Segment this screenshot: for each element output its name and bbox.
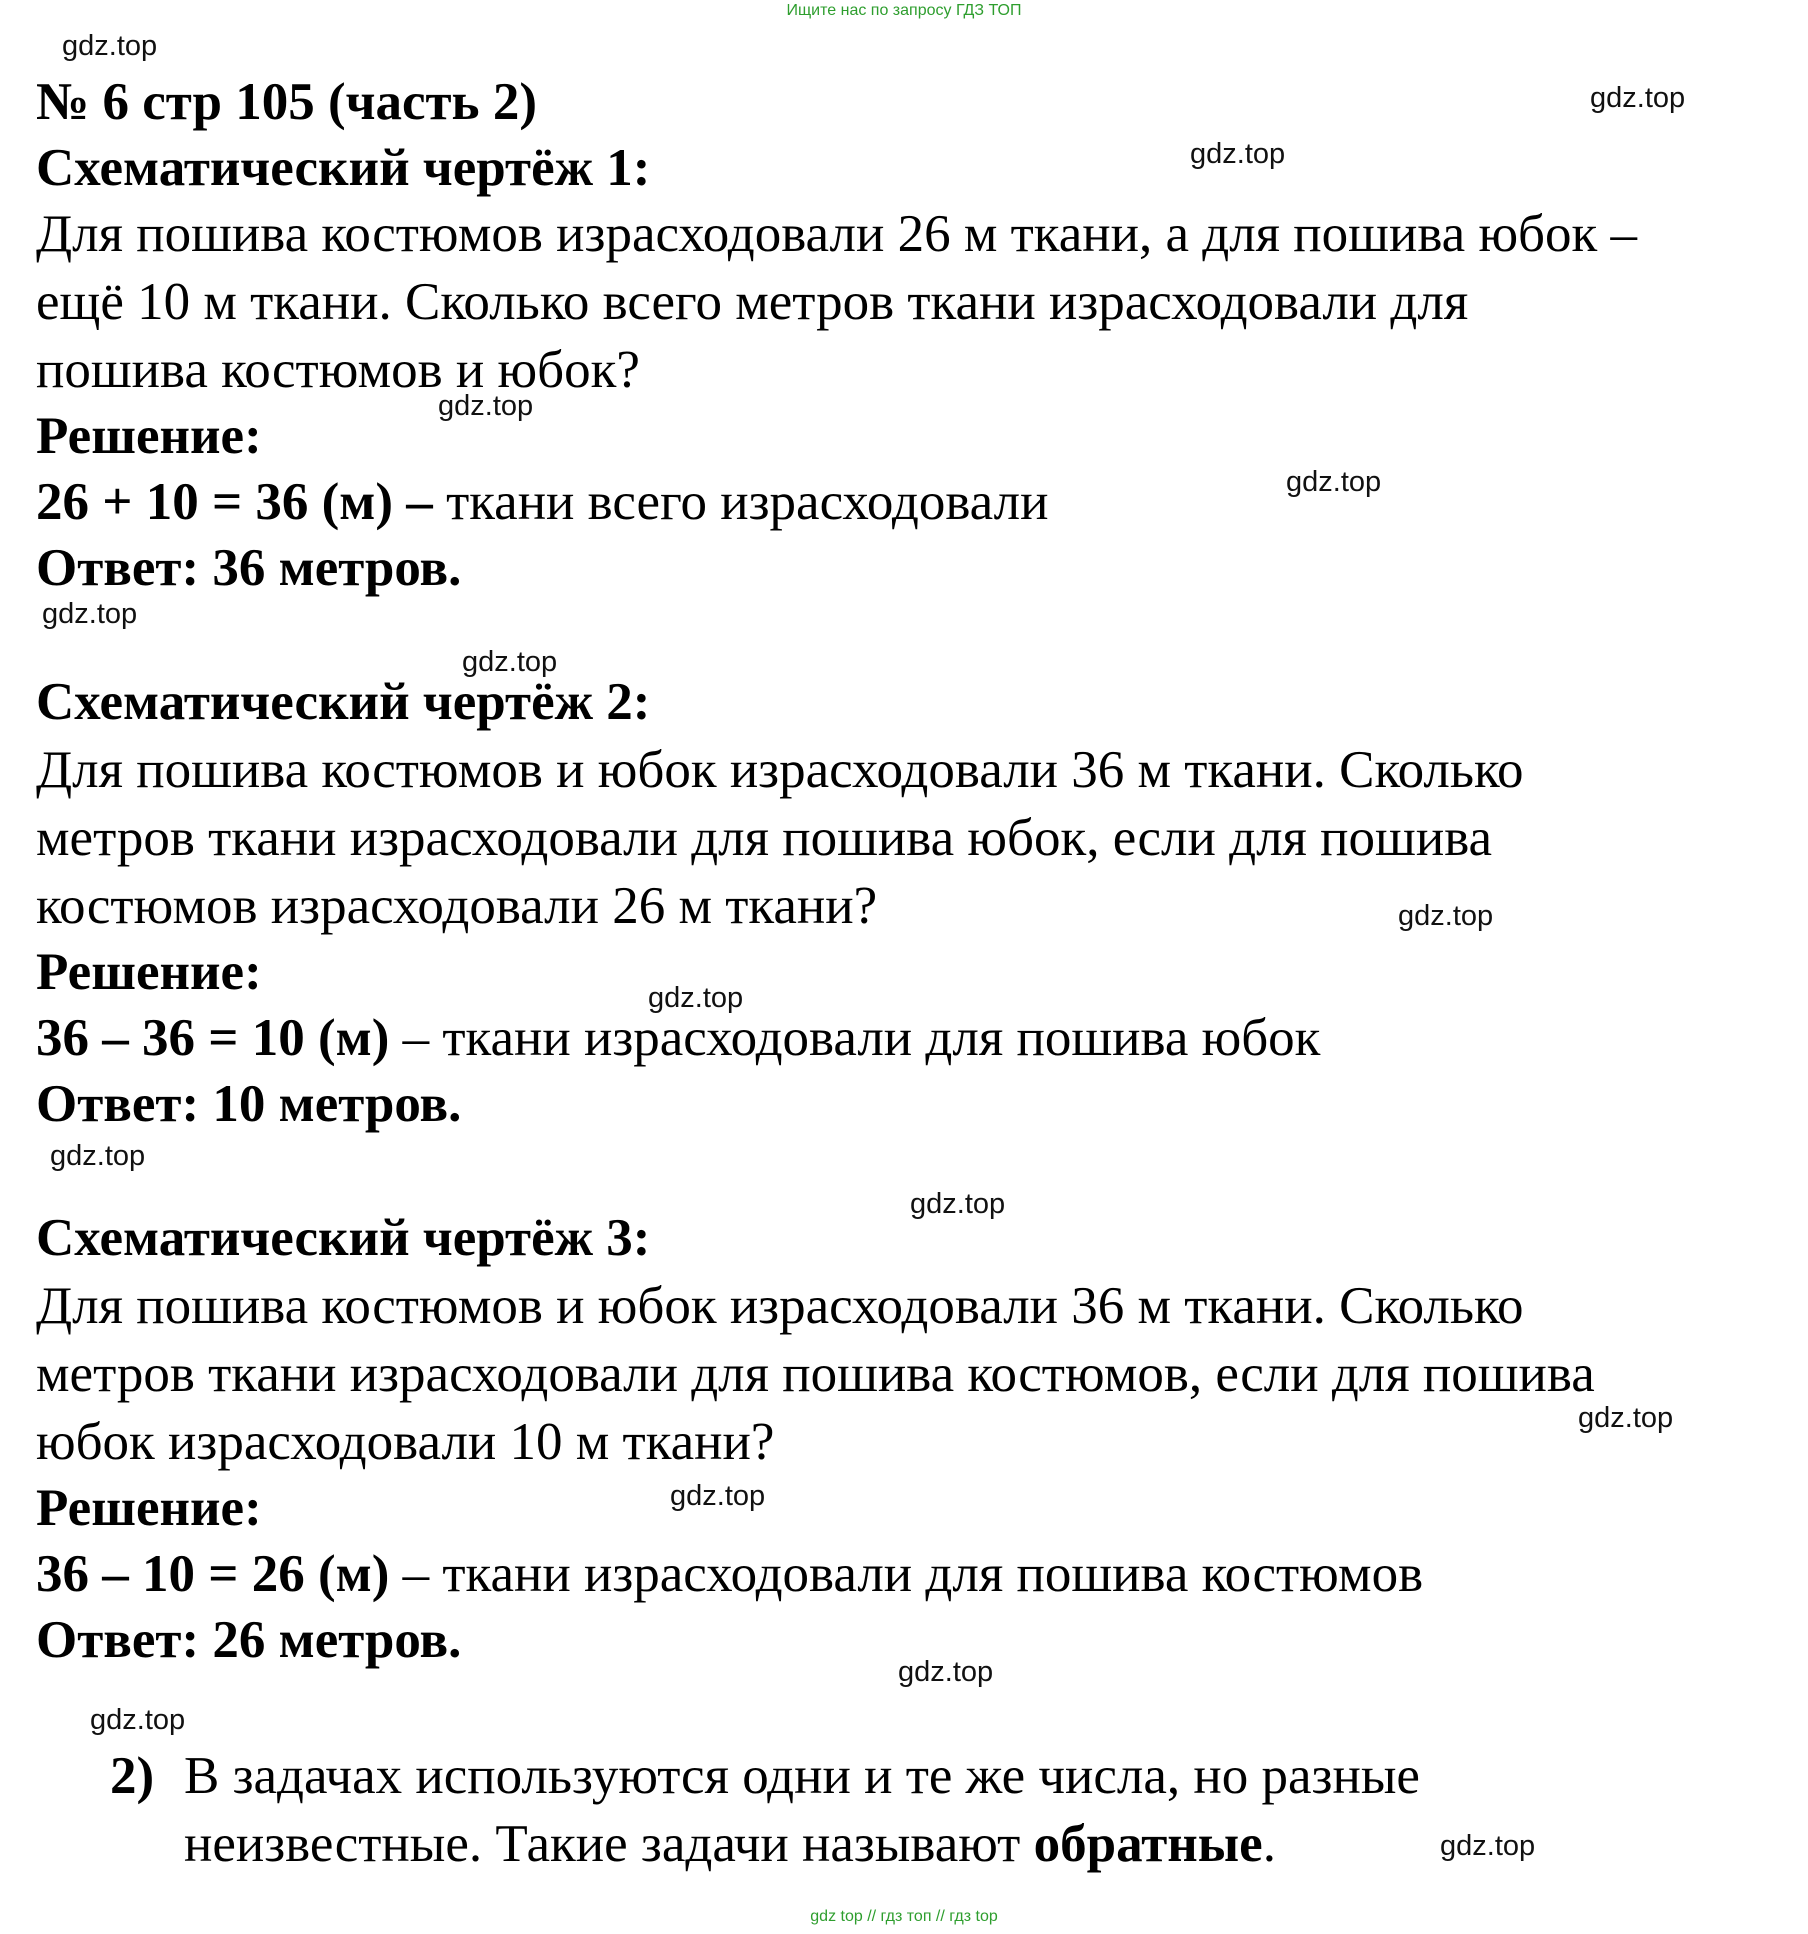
watermark: gdz.top [1578, 1402, 1674, 1434]
watermark: gdz.top [1590, 82, 1686, 114]
solution-label: Решение: [36, 407, 262, 465]
answer: Ответ: 36 метров. [36, 539, 462, 597]
solution-note: – ткани израсходовали для пошива костюмов [389, 1545, 1424, 1603]
section-heading: Схематический чертёж 2: [36, 673, 651, 731]
conclusion-prefix: неизвестные. Такие задачи называют [184, 1815, 1034, 1873]
watermark: gdz.top [910, 1188, 1006, 1220]
problem-text-line: костюмов израсходовали 26 м ткани? [36, 877, 878, 935]
solution-equation-row [36, 473, 1049, 531]
watermark: gdz.top [1286, 466, 1382, 498]
problem-text-line: Для пошива костюмов израсходовали 26 м ткани, а для пошива юбок – [36, 205, 1637, 263]
solution-note: – ткани израсходовали для пошива юбок [389, 1009, 1321, 1067]
problem-text-line: Для пошива костюмов и юбок израсходовали 36 м ткани. Сколько [36, 741, 1524, 799]
watermark: gdz.top [42, 598, 138, 630]
solution-equation: 36 – 10 = 26 (м) [36, 1545, 390, 1603]
solution-equation: 36 – 36 = 10 (м) [36, 1009, 390, 1067]
conclusion-number: 2) [110, 1747, 155, 1805]
watermark: gdz.top [1398, 900, 1494, 932]
problem-text-line: метров ткани израсходовали для пошива юбок, если для пошива [36, 809, 1493, 867]
watermark: gdz.top [648, 982, 744, 1014]
problem-text-line: ещё 10 м ткани. Сколько всего метров ткани израсходовали для [36, 273, 1469, 331]
solution-label: Решение: [36, 943, 262, 1001]
problem-text-line: Для пошива костюмов и юбок израсходовали 36 м ткани. Сколько [36, 1277, 1524, 1335]
watermark: gdz.top [670, 1480, 766, 1512]
watermark: gdz.top [462, 646, 558, 678]
watermark: gdz.top [1190, 138, 1286, 170]
bottom-banner: gdz top // гдз топ // гдз top [810, 1908, 998, 1925]
top-banner: Ищите нас по запросу ГДЗ ТОП [786, 2, 1022, 19]
section-heading: Схематический чертёж 3: [36, 1209, 651, 1267]
conclusion-suffix: . [1262, 1815, 1276, 1873]
watermark: gdz.top [1440, 1830, 1536, 1862]
section-heading: Схематический чертёж 1: [36, 139, 651, 197]
solution-equation-row [36, 1545, 1424, 1603]
conclusion-bold-term: обратные [1033, 1815, 1263, 1873]
conclusion-line [184, 1815, 1276, 1873]
watermark: gdz.top [438, 390, 534, 422]
answer: Ответ: 10 метров. [36, 1075, 462, 1133]
page-title: № 6 стр 105 (часть 2) [36, 73, 537, 131]
problem-text-line: юбок израсходовали 10 м ткани? [36, 1413, 775, 1471]
answer: Ответ: 26 метров. [36, 1611, 462, 1669]
watermark: gdz.top [62, 30, 158, 62]
conclusion-line: В задачах используются одни и те же числа, но разные [184, 1747, 1420, 1805]
watermark: gdz.top [50, 1140, 146, 1172]
solution-label: Решение: [36, 1479, 262, 1537]
solution-equation: 26 + 10 = 36 (м) – [36, 473, 433, 531]
watermark: gdz.top [898, 1656, 994, 1688]
solution-note: ткани всего израсходовали [432, 473, 1049, 531]
solution-equation-row [36, 1009, 1321, 1067]
problem-text-line: метров ткани израсходовали для пошива костюмов, если для пошива [36, 1345, 1595, 1403]
watermark: gdz.top [90, 1704, 186, 1736]
problem-text-line: пошива костюмов и юбок? [36, 341, 640, 399]
